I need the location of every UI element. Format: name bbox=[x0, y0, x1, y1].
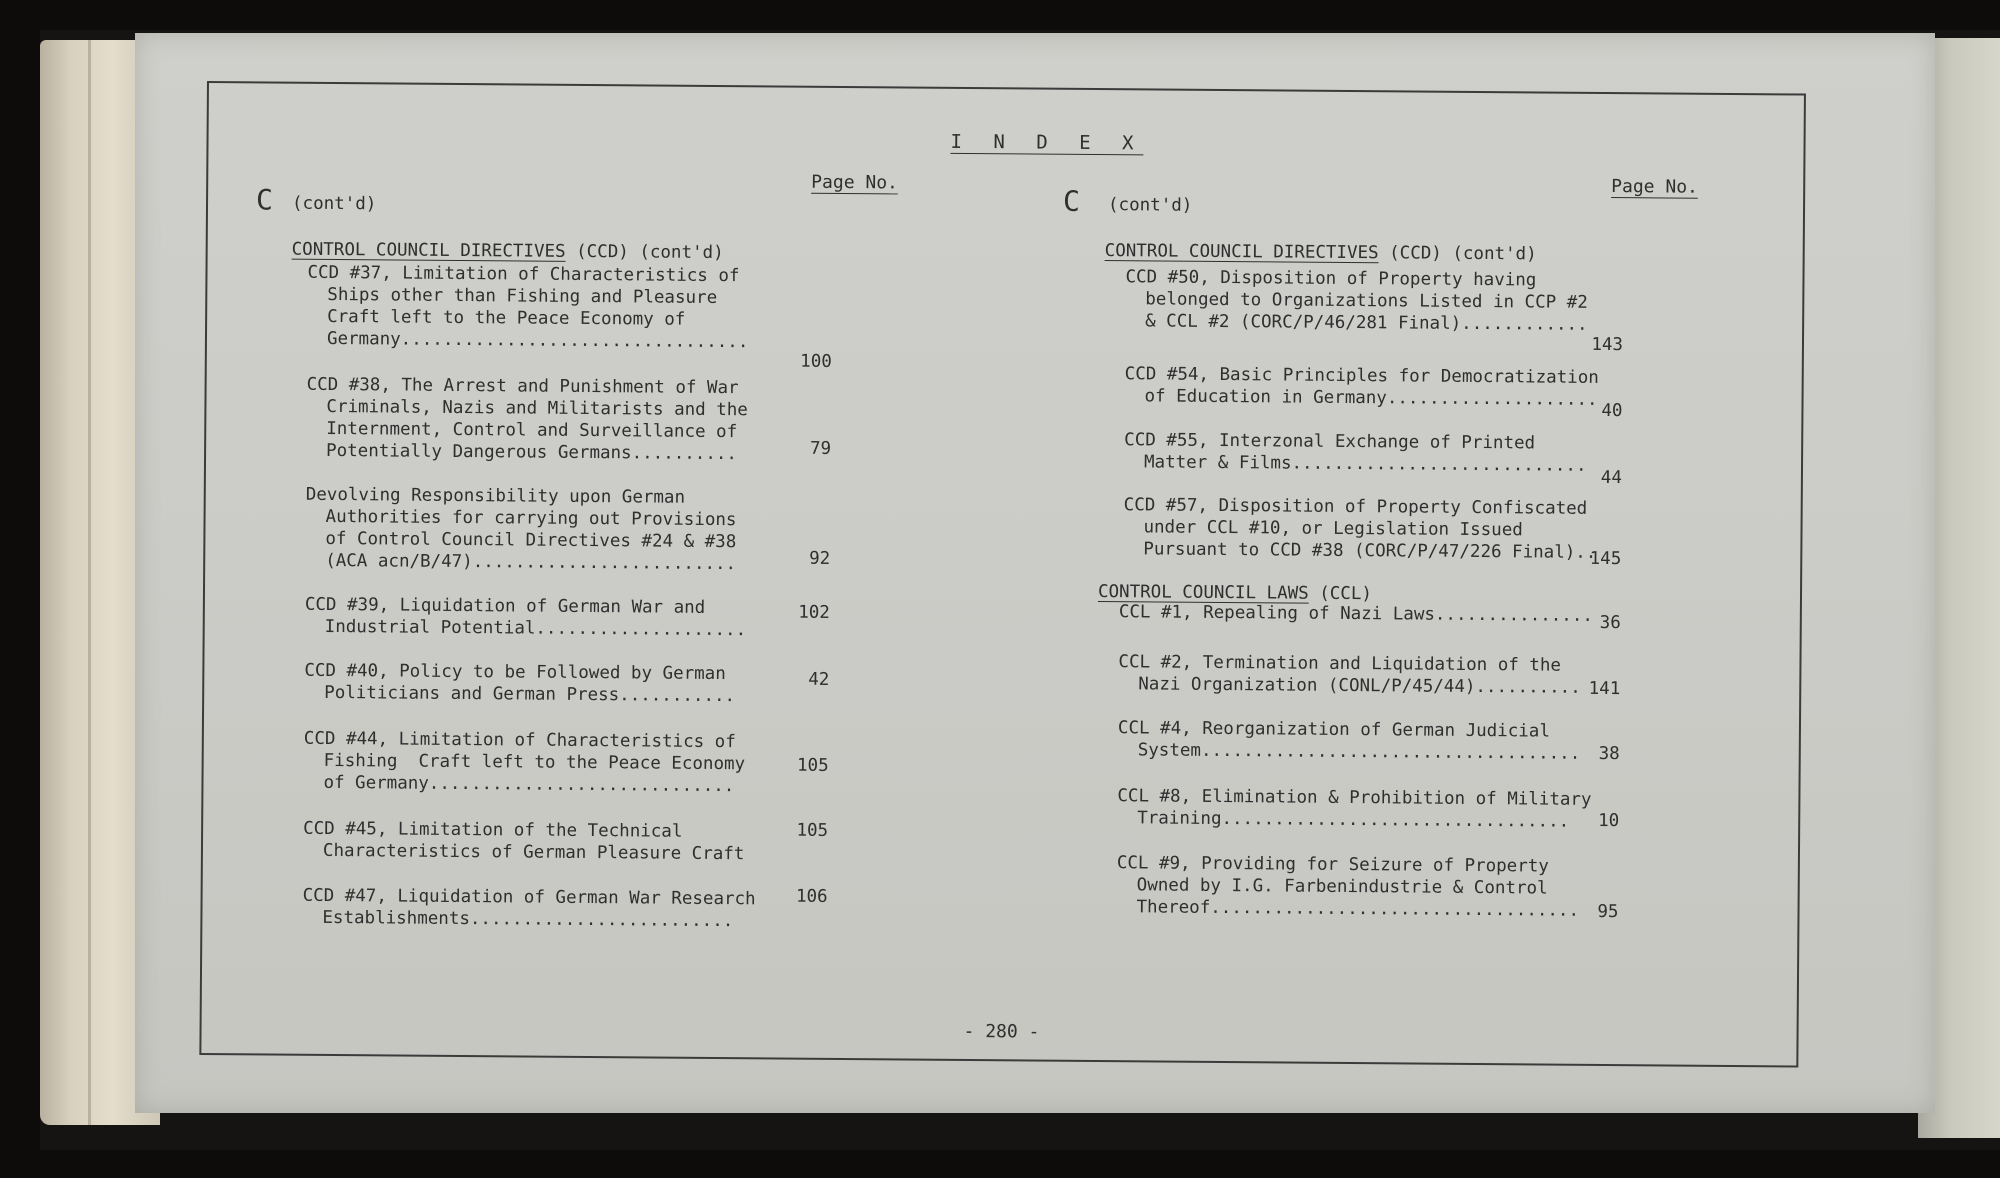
index-entry-line: Establishments......................... bbox=[322, 907, 734, 932]
right-page-no-header: Page No. bbox=[1611, 176, 1698, 198]
right-section-heading-ccd bbox=[1105, 241, 1537, 264]
index-entry bbox=[1124, 363, 1599, 411]
index-entry bbox=[1117, 785, 1592, 833]
index-entry-line: Pursuant to CCD #38 (CORC/P/47/226 Final).. bbox=[1143, 539, 1597, 563]
index-entry-page-number: 141 bbox=[1588, 678, 1621, 700]
index-entry bbox=[1118, 651, 1588, 699]
index-entry-line: under CCL #10, or Legislation Issued bbox=[1143, 517, 1523, 541]
left-section-letter: C bbox=[255, 183, 274, 217]
index-entry-page-number: 44 bbox=[1600, 467, 1623, 489]
index-entry-line: & CCL #2 (CORC/P/46/281 Final)............ bbox=[1145, 311, 1588, 335]
index-entry-line: CCD #47, Liquidation of German War Research bbox=[302, 885, 756, 910]
index-entry-line: of Education in Germany.................... bbox=[1144, 386, 1598, 410]
index-entry-line: CCL #9, Providing for Seizure of Property bbox=[1116, 853, 1549, 877]
index-entry-line: CCL #4, Reorganization of German Judicial bbox=[1117, 718, 1550, 742]
page-number-footer: - 280 - bbox=[963, 1020, 1040, 1043]
index-page bbox=[135, 33, 1935, 1113]
index-entry-line: Craft left to the Peace Economy of bbox=[327, 306, 686, 330]
index-entry-line: Authorities for carrying out Provisions bbox=[325, 506, 737, 531]
index-entry bbox=[307, 262, 778, 354]
section-heading-underlined: CONTROL COUNCIL DIRECTIVES bbox=[291, 239, 566, 262]
index-entry bbox=[1124, 429, 1594, 477]
index-entry-page-number: 105 bbox=[796, 820, 829, 841]
index-entry-page-number: 100 bbox=[800, 351, 832, 372]
index-entry-line: CCD #55, Interzonal Exchange of Printed bbox=[1124, 430, 1536, 454]
index-entry bbox=[303, 728, 774, 798]
index-entry bbox=[305, 484, 776, 576]
index-entry-line: Nazi Organization (CONL/P/45/44).......... bbox=[1138, 674, 1581, 698]
index-entry bbox=[306, 374, 777, 466]
index-entry-line: Training................................. bbox=[1137, 808, 1570, 832]
index-entry bbox=[302, 885, 772, 933]
index-entry-line: belonged to Organizations Listed in CCP #2 bbox=[1145, 289, 1588, 313]
index-entry bbox=[305, 594, 775, 642]
left-page-no-header: Page No. bbox=[811, 171, 899, 194]
index-entry-page-number: 143 bbox=[1591, 334, 1624, 356]
index-entry-page-number: 79 bbox=[809, 438, 832, 459]
section-heading-underlined: CONTROL COUNCIL DIRECTIVES bbox=[1104, 241, 1379, 264]
index-entry-line: Devolving Responsibility upon German bbox=[305, 484, 686, 508]
section-heading-suffix: (CCL) bbox=[1308, 583, 1373, 605]
index-entry-line: of Control Council Directives #24 & #38 bbox=[325, 528, 737, 553]
index-entry-page-number: 102 bbox=[798, 602, 830, 623]
index-entry-line: CCD #57, Disposition of Property Confiscated bbox=[1123, 495, 1588, 519]
right-section-letter: C bbox=[1062, 184, 1081, 218]
index-entry bbox=[303, 818, 773, 866]
index-entry-line: CCD #54, Basic Principles for Democratization bbox=[1124, 364, 1599, 388]
index-entry bbox=[1125, 266, 1596, 336]
index-title: I N D E X bbox=[950, 130, 1144, 155]
index-entry-line: Criminals, Nazis and Militarists and the bbox=[326, 396, 748, 421]
index-entry-page-number: 38 bbox=[1598, 743, 1620, 765]
index-entry-line: Internment, Control and Surveillance of bbox=[326, 418, 738, 443]
index-entry-line: CCL #1, Repealing of Nazi Laws............... bbox=[1118, 602, 1594, 626]
index-entry-line: Characteristics of German Pleasure Craft bbox=[322, 840, 745, 865]
right-contd-label: (cont'd) bbox=[1107, 195, 1193, 216]
index-entry-line: Fishing Craft left to the Peace Economy bbox=[323, 750, 746, 775]
index-entry-line: Industrial Potential.................... bbox=[324, 616, 747, 641]
index-entry-line: Ships other than Fishing and Pleasure bbox=[327, 284, 718, 309]
index-entry-page-number: 95 bbox=[1597, 901, 1619, 923]
index-entry-line: CCD #50, Disposition of Property having bbox=[1125, 267, 1537, 291]
index-entry bbox=[1118, 601, 1594, 627]
index-entry-page-number: 10 bbox=[1598, 810, 1620, 832]
index-entry-line: CCD #38, The Arrest and Punishment of War bbox=[306, 374, 739, 399]
index-entry bbox=[1118, 717, 1588, 765]
index-entry-line: Thereof................................... bbox=[1136, 897, 1580, 921]
index-entry-page-number: 106 bbox=[795, 886, 828, 907]
index-entry-page-number: 92 bbox=[809, 548, 831, 569]
index-entry-line: Germany................................. bbox=[326, 328, 749, 353]
index-entry-page-number: 42 bbox=[808, 669, 830, 690]
section-heading-underlined: CONTROL COUNCIL LAWS bbox=[1097, 582, 1309, 604]
left-section-heading bbox=[292, 240, 724, 263]
index-entry-line: CCD #44, Limitation of Characteristics of bbox=[303, 728, 736, 753]
index-entry-page-number: 36 bbox=[1599, 612, 1621, 634]
index-entry-page-number: 145 bbox=[1589, 548, 1622, 570]
index-entry-line: Politicians and German Press........... bbox=[324, 682, 736, 707]
section-heading-suffix: (CCD) (cont'd) bbox=[1378, 243, 1537, 265]
index-entry-line: CCD #45, Limitation of the Technical bbox=[303, 818, 683, 842]
index-entry-line: of Germany............................. bbox=[323, 772, 735, 797]
index-entry-line: System.................................... bbox=[1137, 740, 1581, 764]
page-border-frame bbox=[199, 81, 1806, 1068]
index-entry bbox=[1116, 852, 1587, 922]
index-entry-line: CCL #2, Termination and Liquidation of the bbox=[1118, 652, 1562, 676]
index-entry bbox=[1123, 494, 1597, 564]
index-entry bbox=[304, 660, 774, 708]
index-entry-line: Owned by I.G. Farbenindustrie & Control bbox=[1136, 875, 1548, 899]
index-entry-line: CCD #40, Policy to be Followed by German bbox=[304, 660, 726, 685]
index-entry-line: (ACA acn/B/47)......................... bbox=[325, 550, 737, 575]
index-entry-line: CCD #37, Limitation of Characteristics of bbox=[307, 262, 740, 287]
index-entry-page-number: 40 bbox=[1601, 400, 1623, 422]
index-entry-line: CCD #39, Liquidation of German War and bbox=[304, 594, 706, 618]
index-entry-line: CCL #8, Elimination & Prohibition of Military bbox=[1117, 786, 1592, 810]
index-entry-page-number: 105 bbox=[796, 755, 829, 776]
left-contd-label: (cont'd) bbox=[291, 193, 377, 215]
index-entry-line: Matter & Films............................ bbox=[1143, 452, 1587, 476]
index-entry-line: Potentially Dangerous Germans.......... bbox=[326, 440, 738, 465]
section-heading-suffix: (CCD) (cont'd) bbox=[565, 241, 724, 264]
